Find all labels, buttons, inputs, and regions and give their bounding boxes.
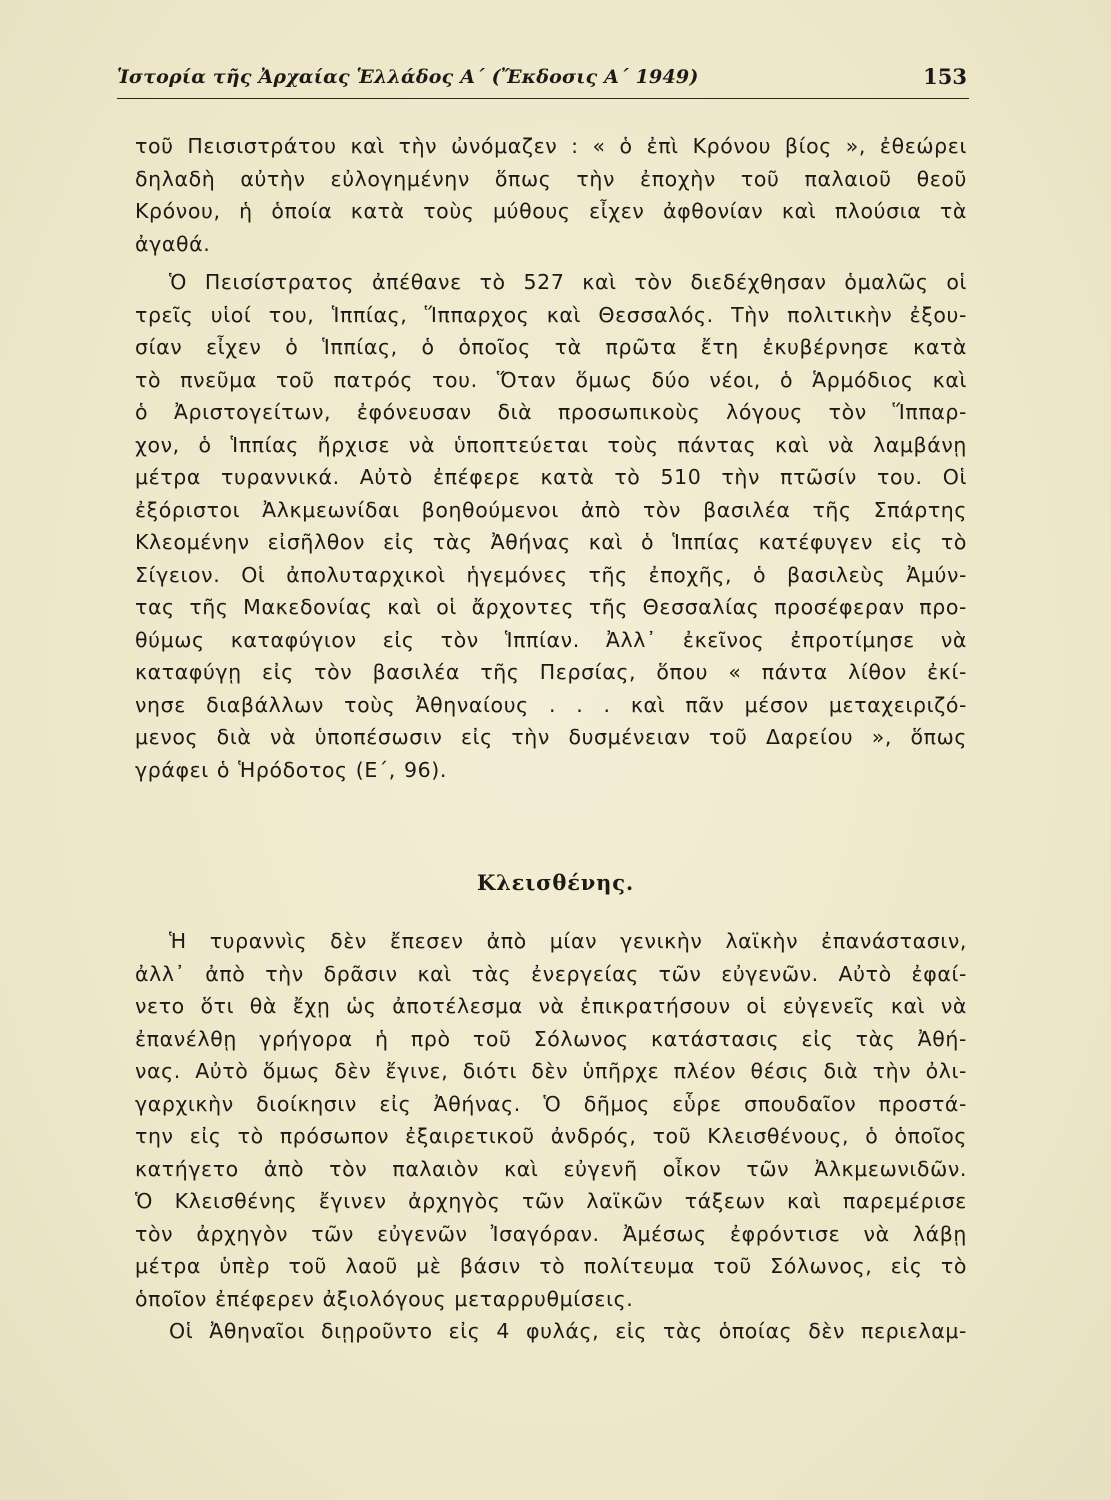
text-line: μέτρα ὑπὲρ τοῦ λαοῦ μὲ βάσιν τὸ πολίτευμα τοῦ Σόλωνος, εἰς τὸ (135, 1254, 967, 1278)
text-line: την εἰς τὸ πρόσωπον ἐξαιρετικοῦ ἀνδρός, τοῦ Κλεισθένους, ὁ ὁποῖος (135, 1124, 967, 1148)
text-line: τας τῆς Μακεδονίας καὶ οἱ ἄρχοντες τῆς Θεσσαλίας προσέφεραν προ- (135, 595, 967, 619)
paragraph-peisistratos (135, 130, 967, 260)
text-line: γράφει ὁ Ἡρόδοτος (Ε´, 96). (135, 757, 448, 782)
text-line: τὸν ἀρχηγὸν τῶν εὐγενῶν Ἰσαγόραν. Ἀμέσως ἐφρόντισε νὰ λάβῃ (135, 1221, 967, 1246)
text-line: Κρόνου, ἡ ὁποία κατὰ τοὺς μύθους εἶχεν ἀφθονίαν καὶ πλούσια τὰ (135, 199, 967, 223)
text-line: τρεῖς υἱοί του, Ἱππίας, Ἵππαρχος καὶ Θεσσαλός. Τὴν πολιτικὴν ἐξου- (135, 302, 967, 327)
text-line: ἐπανέλθῃ γρήγορα ἡ πρὸ τοῦ Σόλωνος κατάστασις εἰς τὰς Ἀθή- (135, 1026, 967, 1051)
text-line: τὸ πνεῦμα τοῦ πατρός του. Ὅταν ὅμως δύο νέοι, ὁ Ἁρμόδιος καὶ (135, 367, 967, 392)
text-line: μενος διὰ νὰ ὑποπέσωσιν εἰς τὴν δυσμένειαν τοῦ Δαρείου », ὅπως (135, 725, 967, 749)
text-line: ὁ Ἀριστογείτων, ἐφόνευσαν διὰ προσωπικοὺς λόγους τὸν Ἵππαρ- (135, 400, 967, 424)
text-line: κατήγετο ἀπὸ τὸν παλαιὸν καὶ εὐγενῆ οἶκον τῶν Ἀλκμεωνιδῶν. (135, 1156, 967, 1181)
text-line: θύμως καταφύγιον εἰς τὸν Ἱππίαν. Ἀλλ᾽ ἐκεῖνος ἐπροτίμησε νὰ (135, 627, 967, 652)
text-line: Ὁ Κλεισθένης ἔγινεν ἀρχηγὸς τῶν λαϊκῶν τάξεων καὶ παρεμέρισε (135, 1189, 967, 1213)
text-line: γαρχικὴν διοίκησιν εἰς Ἀθήνας. Ὁ δῆμος εὗρε σπουδαῖον προστά- (135, 1091, 967, 1116)
text-line: μέτρα τυραννικά. Αὐτὸ ἐπέφερε κατὰ τὸ 510 τὴν πτῶσίν του. Οἱ (135, 465, 967, 489)
paragraph-hippias (135, 266, 967, 786)
page-header (117, 62, 969, 99)
text-line: ὁποῖον ἐπέφερεν ἀξιολόγους μεταρρυθμίσεις. (135, 1286, 634, 1311)
text-line: Ὁ Πεισίστρατος ἀπέθανε τὸ 527 καὶ τὸν διεδέχθησαν ὁμαλῶς οἱ (169, 270, 967, 294)
text-line: Ἡ τυραννὶς δὲν ἔπεσεν ἀπὸ μίαν γενικὴν λαϊκὴν ἐπανάστασιν, (169, 929, 967, 953)
running-title: Ἱστορία τῆς Ἀρχαίας Ἑλλάδος Α´ (Ἔκδοσις Α´ 1949) (117, 66, 699, 88)
text-line: ἐξόριστοι Ἀλκμεωνίδαι βοηθούμενοι ἀπὸ τὸν βασιλέα τῆς Σπάρτης (135, 497, 967, 522)
text-line: ἀγαθά. (135, 231, 211, 256)
text-line: τοῦ Πεισιστράτου καὶ τὴν ὠνόμαζεν : « ὁ ἐπὶ Κρόνου βίος », ἐθεώρει (135, 134, 967, 158)
text-line: Οἱ Ἀθηναῖοι διῃροῦντο εἰς 4 φυλάς, εἰς τὰς ὁποίας δὲν περιελαμ- (169, 1319, 967, 1343)
text-line: νετο ὅτι θὰ ἔχῃ ὡς ἀποτέλεσμα νὰ ἐπικρατήσουν οἱ εὐγενεῖς καὶ νὰ (135, 994, 967, 1018)
section-heading: Κλεισθένης. (477, 870, 634, 895)
page-number: 153 (923, 64, 967, 89)
paragraph-kleisthenes (135, 925, 967, 1348)
text-line: ἀλλ᾽ ἀπὸ τὴν δρᾶσιν καὶ τὰς ἐνεργείας τῶν εὐγενῶν. Αὐτὸ ἐφαί- (135, 961, 967, 986)
text-line: νας. Αὐτὸ ὅμως δὲν ἔγινε, διότι δὲν ὑπῆρχε πλέον θέσις διὰ τὴν ὀλι- (135, 1059, 967, 1083)
text-line: νησε διαβάλλων τοὺς Ἀθηναίους . . . καὶ πᾶν μέσον μεταχειριζό- (135, 692, 967, 717)
text-line: χον, ὁ Ἱππίας ἤρχισε νὰ ὑποπτεύεται τοὺς πάντας καὶ νὰ λαμβάνῃ (135, 432, 967, 457)
text-line: σίαν εἶχεν ὁ Ἱππίας, ὁ ὁποῖος τὰ πρῶτα ἔτη ἐκυβέρνησε κατὰ (135, 335, 967, 359)
text-line: δηλαδὴ αὐτὴν εὐλογημένην ὅπως τὴν ἐποχὴν τοῦ παλαιοῦ θεοῦ (135, 166, 967, 191)
text-line: Σίγειον. Οἱ ἀπολυταρχικοὶ ἡγεμόνες τῆς ἐποχῆς, ὁ βασιλεὺς Ἀμύν- (135, 562, 967, 587)
text-line: Κλεομένην εἰσῆλθον εἰς τὰς Ἀθήνας καὶ ὁ Ἱππίας κατέφυγεν εἰς τὸ (135, 530, 967, 554)
text-line: καταφύγῃ εἰς τὸν βασιλέα τῆς Περσίας, ὅπου « πάντα λίθον ἐκί- (135, 660, 967, 684)
